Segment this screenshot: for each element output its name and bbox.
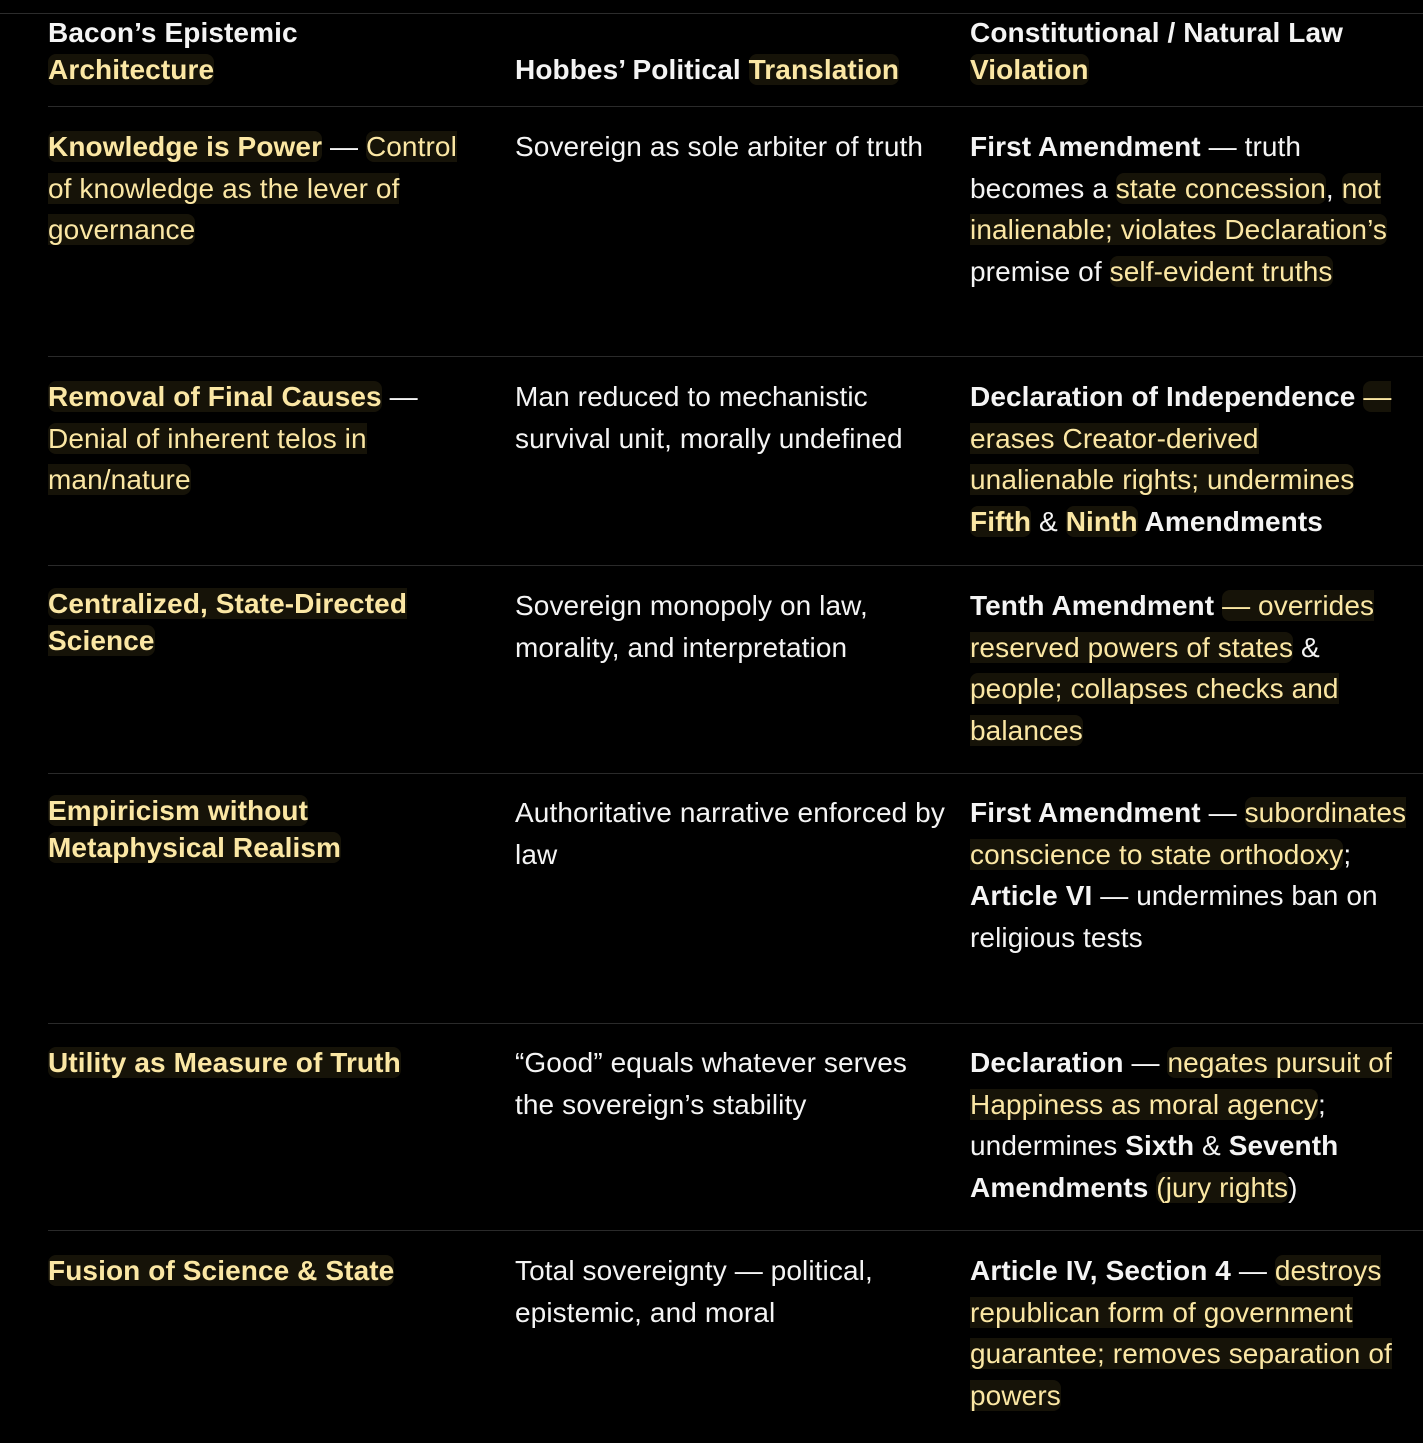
highlighted-text: (jury rights bbox=[1156, 1172, 1289, 1204]
cell-text: Sovereign as sole arbiter of truth bbox=[515, 131, 924, 162]
header-violation bbox=[970, 14, 1410, 88]
highlighted-text: self-evident truths bbox=[1109, 256, 1333, 288]
cell-text bbox=[1214, 590, 1222, 621]
bacon-cell bbox=[48, 376, 488, 501]
cell-text: ; bbox=[1343, 838, 1352, 870]
bacon-cell bbox=[48, 1042, 488, 1084]
hobbes-cell bbox=[515, 376, 945, 459]
cell-text: — truth becomes a bbox=[970, 131, 1302, 204]
highlighted-text: Empiricism without bbox=[48, 795, 309, 826]
cell-text: First Amendment bbox=[970, 131, 1201, 162]
bacon-cell bbox=[48, 126, 488, 251]
violation-cell bbox=[970, 1250, 1410, 1417]
bacon-cell bbox=[48, 792, 488, 866]
cell-text: & bbox=[1293, 631, 1320, 663]
header-divider bbox=[48, 106, 1423, 107]
cell-text: Sovereign monopoly on law, morality, and interpretation bbox=[515, 590, 868, 663]
highlighted-text: Removal of Final Causes bbox=[48, 381, 382, 412]
cell-text: Tenth Amendment bbox=[970, 590, 1215, 621]
highlighted-text: Violation bbox=[970, 54, 1089, 85]
hobbes-cell bbox=[515, 126, 945, 168]
highlighted-text: Utility as Measure of Truth bbox=[48, 1047, 401, 1078]
highlighted-text: Architecture bbox=[48, 54, 215, 85]
violation-cell bbox=[970, 585, 1410, 752]
cell-text: Article VI bbox=[970, 880, 1093, 912]
highlighted-text: Fusion of Science & State bbox=[48, 1255, 395, 1286]
highlighted-text: — overrides reserved powers of states bbox=[970, 590, 1375, 663]
highlighted-text: Centralized, State-Directed Science bbox=[48, 588, 408, 656]
row-divider bbox=[48, 1230, 1423, 1231]
cell-text: Seventh Amendments bbox=[970, 1130, 1339, 1204]
violation-cell bbox=[970, 1042, 1410, 1209]
cell-text: Amendments bbox=[1137, 506, 1323, 538]
cell-text: — bbox=[1230, 1255, 1275, 1286]
cell-text: premise of bbox=[970, 256, 1110, 288]
hobbes-cell bbox=[515, 792, 945, 875]
highlighted-text: destroys republican form of government guarantee; removes separation of powers bbox=[970, 1255, 1392, 1412]
cell-text: Article IV, Section 4 bbox=[970, 1255, 1231, 1286]
highlighted-text: Ninth bbox=[1065, 506, 1138, 538]
row-divider bbox=[48, 565, 1423, 566]
cell-text: Sixth bbox=[1125, 1130, 1195, 1162]
table-header bbox=[0, 14, 1423, 106]
highlighted-text: Denial of inherent telos in man/nature bbox=[48, 422, 367, 496]
cell-text: Declaration of Independence bbox=[970, 381, 1356, 412]
cell-text: “Good” equals whatever serves the sovereign’s stability bbox=[515, 1047, 907, 1120]
bacon-cell bbox=[48, 1250, 488, 1292]
cell-text: Total sovereignty — political, epistemic, and moral bbox=[515, 1255, 873, 1328]
highlighted-text: not inalienable; violates Declaration’s bbox=[970, 172, 1388, 246]
hobbes-cell bbox=[515, 585, 945, 668]
cell-text: Hobbes’ Political bbox=[515, 54, 749, 85]
cell-text: ; undermines bbox=[970, 1088, 1326, 1162]
highlighted-text: state concession bbox=[1115, 172, 1326, 204]
violation-cell bbox=[970, 376, 1410, 543]
cell-text: Authoritative narrative enforced by law bbox=[515, 797, 945, 870]
cell-text: — bbox=[322, 131, 366, 162]
highlighted-text: Translation bbox=[748, 54, 900, 85]
header-hobbes bbox=[515, 51, 945, 88]
header-bacon bbox=[48, 14, 488, 88]
cell-text: — bbox=[1123, 1047, 1168, 1078]
cell-text: & bbox=[1194, 1130, 1229, 1162]
highlighted-text: — erases Creator-derived unalienable rights; undermines bbox=[970, 381, 1392, 496]
cell-text: — undermines ban on religious tests bbox=[970, 880, 1378, 954]
cell-text: & bbox=[1031, 506, 1066, 538]
cell-text: Bacon’s Epistemic bbox=[48, 17, 298, 48]
row-divider bbox=[48, 356, 1423, 357]
cell-text: — bbox=[1200, 797, 1245, 828]
bacon-cell bbox=[48, 585, 488, 659]
row-divider bbox=[48, 1023, 1423, 1024]
hobbes-cell bbox=[515, 1042, 945, 1125]
cell-text: Constitutional / Natural Law bbox=[970, 17, 1344, 48]
cell-text: — bbox=[381, 381, 418, 412]
highlighted-text: Metaphysical Realism bbox=[48, 832, 342, 863]
highlighted-text: subordinates conscience to state orthodoxy bbox=[970, 797, 1407, 870]
violation-cell bbox=[970, 792, 1410, 959]
violation-cell bbox=[970, 126, 1410, 293]
hobbes-cell bbox=[515, 1250, 945, 1333]
cell-text: First Amendment bbox=[970, 797, 1201, 828]
highlighted-text: people; collapses checks and balances bbox=[970, 673, 1339, 747]
highlighted-text: Control of knowledge as the lever of governance bbox=[48, 131, 457, 246]
highlighted-text: negates pursuit of Happiness as moral agency bbox=[970, 1047, 1392, 1120]
cell-text: , bbox=[1325, 172, 1342, 204]
row-divider bbox=[48, 773, 1423, 774]
cell-text: Man reduced to mechanistic survival unit, morally undefined bbox=[515, 381, 903, 454]
cell-text: Declaration bbox=[970, 1047, 1124, 1078]
cell-text: ) bbox=[1288, 1172, 1298, 1204]
highlighted-text: Knowledge is Power bbox=[48, 131, 323, 162]
highlighted-text: Fifth bbox=[970, 506, 1032, 538]
